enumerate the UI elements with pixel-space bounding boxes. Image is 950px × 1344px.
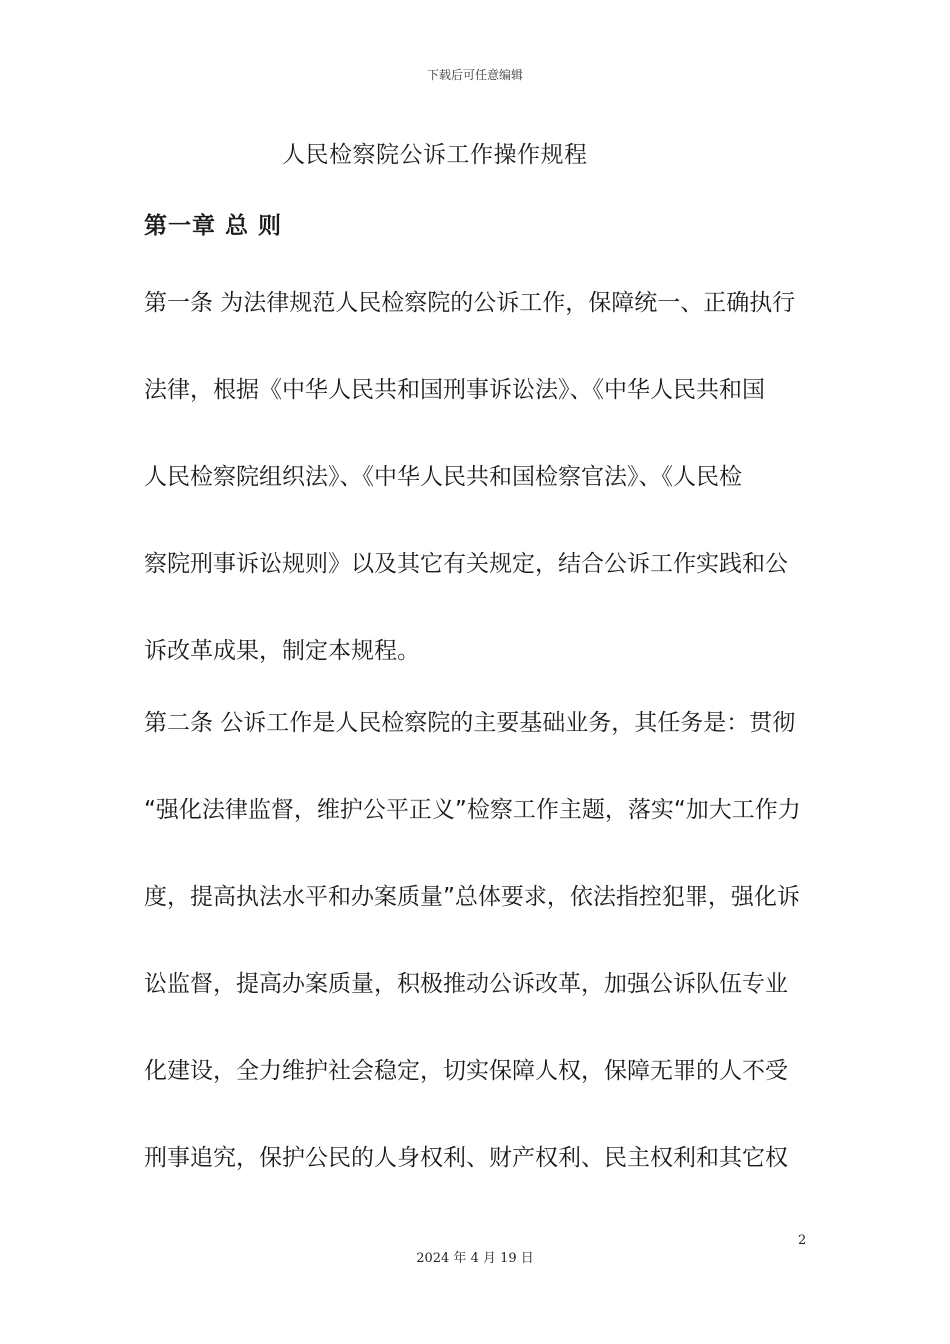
article-2-line: 第二条 公诉工作是人民检察院的主要基础业务，其任务是：贯彻 bbox=[144, 710, 796, 736]
article-2-line: 讼监督，提高办案质量，积极推动公诉改革，加强公诉队伍专业 bbox=[144, 971, 788, 997]
document-title: 人民检察院公诉工作操作规程 bbox=[282, 142, 588, 168]
article-2-line: 化建设，全力维护社会稳定，切实保障人权，保障无罪的人不受 bbox=[144, 1058, 788, 1084]
chapter-heading: 第一章 总 则 bbox=[144, 213, 283, 239]
article-2-line: “强化法律监督，维护公平正义”检察工作主题，落实“加大工作力 bbox=[144, 797, 801, 823]
page-number: 2 bbox=[798, 1233, 807, 1248]
article-1-line: 察院刑事诉讼规则》以及其它有关规定，结合公诉工作实践和公 bbox=[144, 551, 788, 577]
article-2-line: 刑事追究，保护公民的人身权利、财产权利、民主权利和其它权 bbox=[144, 1145, 788, 1171]
header-note: 下载后可任意编辑 bbox=[426, 68, 523, 82]
article-1-line: 法律，根据《中华人民共和国刑事诉讼法》、《中华人民共和国 bbox=[144, 377, 765, 403]
article-1-line: 诉改革成果，制定本规程。 bbox=[144, 638, 420, 664]
article-2-line: 度，提高执法水平和办案质量”总体要求，依法指控犯罪，强化诉 bbox=[144, 884, 800, 910]
article-1-line: 第一条 为法律规范人民检察院的公诉工作，保障统一、正确执行 bbox=[144, 290, 796, 316]
article-1-line: 人民检察院组织法》、《中华人民共和国检察官法》、《人民检 bbox=[144, 464, 742, 490]
footer-date: 2024 年 4 月 19 日 bbox=[416, 1251, 534, 1266]
